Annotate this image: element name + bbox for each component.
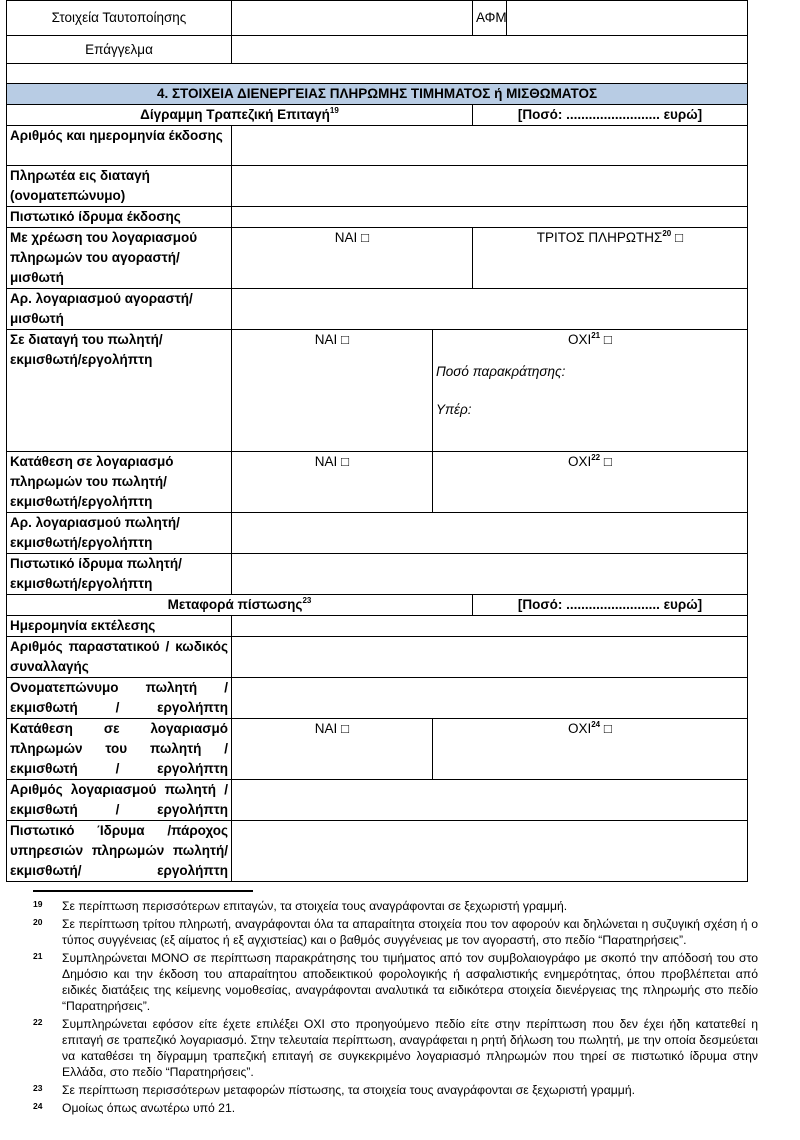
issuing-bank-field[interactable] xyxy=(232,207,748,228)
id-value-field[interactable] xyxy=(232,1,473,36)
transfer-account-label: Αριθμός λογαριασμού πωλητή / εκμισθωτή / εργολήπτη xyxy=(7,780,232,821)
doc-number-label: Αριθμός παραστατικού / κωδικός συναλλαγής xyxy=(7,637,232,678)
withholding-label: Ποσό παρακράτησης: xyxy=(436,364,566,379)
deposit-seller-yes-checkbox[interactable]: ΝΑΙ □ xyxy=(232,452,433,513)
transfer-deposit-no-checkbox[interactable]: ΟΧΙ$^{24}$ □ xyxy=(433,719,748,780)
footnote: 23 Σε περίπτωση περισσότερων μεταφορών πίστωσης, τα στοιχεία τους αναγράφονται σε ξεχωριστή γραμμή. xyxy=(33,1083,635,1097)
footnote: 19 Σε περίπτωση περισσότερων επιταγών, τα στοιχεία τους αναγράφονται σε ξεχωριστή γραμμή. xyxy=(33,899,568,913)
afm-value-field[interactable] xyxy=(507,1,748,36)
third-payer-checkbox[interactable]: ΤΡΙΤΟΣ ΠΛΗΡΩΤΗΣ$^{20}$ □ xyxy=(473,228,748,289)
deposit-seller-no-checkbox[interactable]: ΟΧΙ$^{22}$ □ xyxy=(433,452,748,513)
profession-value-field[interactable] xyxy=(232,36,748,64)
footnote: 22 Συμπληρώνεται εφόσον είτε έχετε επιλέξει ΟΧΙ στο προηγούμενο πεδίο είτε στην περίπτωση που δεν έχει ήδη κατατεθεί η επιταγή σε τραπεζικό λογαριασμό. Στην τελευταία περίπτωση, αναγράφεται η ρητή δήλωση του πωλητή, με την οποία δεσμεύεται να καταθέσει τη δίγραμμη τραπεζική επιταγή σε συγκεκριμένο λογαριασμό πληρωμών που τηρεί σε πιστωτικό ίδρυμα στην Ελλάδα, στο πεδίο “Παρατηρήσεις”. xyxy=(33,1017,758,1079)
footnote-separator xyxy=(33,890,253,892)
transfer-account-field[interactable] xyxy=(232,780,748,821)
payment-form-table xyxy=(6,0,748,882)
section-title: 4. ΣΤΟΙΧΕΙΑ ΔΙΕΝΕΡΓΕΙΑΣ ΠΛΗΡΩΜΗΣ ΤΙΜΗΜΑΤΟΣ ή ΜΙΣΘΩΜΑΤΟΣ xyxy=(7,84,748,105)
footnote: 24 Ομοίως όπως ανωτέρω υπό 21. xyxy=(33,1101,236,1115)
cheque-number-date-label: Αριθμός και ημερομηνία έκδοσης xyxy=(7,126,232,166)
order-of-seller-no-checkbox[interactable]: ΟΧΙ$^{21}$ □ xyxy=(567,331,613,347)
on-behalf-label: Υπέρ: xyxy=(436,402,472,417)
seller-name-label: Ονοματεπώνυμο πωλητή /εκμισθωτή / εργολήπτη xyxy=(7,678,232,719)
seller-account-field[interactable] xyxy=(232,513,748,554)
transfer-provider-label: Πιστωτικό Ίδρυμα /πάροχος υπηρεσιών πληρωμών πωλητή/εκμισθωτή/ εργολήπτη xyxy=(7,821,232,882)
order-of-seller-label: Σε διαταγή του πωλητή/ εκμισθωτή/εργολήπτη xyxy=(7,330,232,452)
order-of-seller-no-cell[interactable] xyxy=(433,330,748,452)
profession-label: Επάγγελμα xyxy=(7,36,232,64)
cheque-amount: [Ποσό: ......................... ευρώ] xyxy=(473,105,748,126)
cheque-number-date-field[interactable] xyxy=(232,126,748,166)
seller-bank-field[interactable] xyxy=(232,554,748,595)
transfer-deposit-label: Κατάθεση σε λογαριασμό πληρωμών του πωλητή / εκμισθωτή / εργολήπτη xyxy=(7,719,232,780)
buyer-account-label: Αρ. λογαριασμού αγοραστή/μισθωτή xyxy=(7,289,232,330)
footnote: 20 Σε περίπτωση τρίτου πληρωτή, αναγράφονται όλα τα απαραίτητα στοιχεία που τον αφορούν και δηλώνεται η συζυγική σχέση ή ο τύπος συγγένειας (εξ αίματος ή εξ αγχιστείας) και ο βαθμός συγγένειας με τον αγοραστή, στο πεδίο “Παρατηρήσεις”. xyxy=(33,917,758,947)
debit-account-yes-checkbox[interactable]: ΝΑΙ □ xyxy=(232,228,473,289)
seller-account-label: Αρ. λογαριασμού πωλητή/ εκμισθωτή/εργολήπτη xyxy=(7,513,232,554)
footnotes xyxy=(33,898,758,1118)
id-label: Στοιχεία Ταυτοποίησης xyxy=(7,1,232,36)
transfer-heading: Μεταφορά πίστωσης$^{23}$ xyxy=(7,595,473,616)
payable-to-field[interactable] xyxy=(232,166,748,207)
doc-number-field[interactable] xyxy=(232,637,748,678)
seller-bank-label: Πιστωτικό ίδρυμα πωλητή/ εκμισθωτή/εργολήπτη xyxy=(7,554,232,595)
transfer-provider-field[interactable] xyxy=(232,821,748,882)
execution-date-field[interactable] xyxy=(232,616,748,637)
transfer-deposit-yes-checkbox[interactable]: ΝΑΙ □ xyxy=(232,719,433,780)
footnote: 21 Συμπληρώνεται ΜΟΝΟ σε περίπτωση παρακράτησης του τιμήματος από τον συμβολαιογράφο με σκοπό την απόδοσή του στο Δημόσιο και την έκδοση του απαραίτητου αποδεικτικού φορολογικής ή ασφαλιστικής ενημερότητας, όπου προβλέπεται από ειδικές διατάξεις της κείμενης νομοθεσίας, αναγράφονται αναλυτικά τα ειδικότερα στοιχεία διενέργειας της πληρωμής στο πεδίο “Παρατηρήσεις”. xyxy=(33,951,758,1013)
seller-name-field[interactable] xyxy=(232,678,748,719)
order-of-seller-yes-checkbox[interactable]: ΝΑΙ □ xyxy=(232,330,433,452)
execution-date-label: Ημερομηνία εκτέλεσης xyxy=(7,616,232,637)
cheque-heading: Δίγραμμη Τραπεζική Επιταγή$^{19}$ xyxy=(7,105,473,126)
transfer-amount: [Ποσό: ......................... ευρώ] xyxy=(473,595,748,616)
deposit-seller-label: Κατάθεση σε λογαριασμό πληρωμών του πωλητή/ εκμισθωτή/εργολήπτη xyxy=(7,452,232,513)
issuing-bank-label: Πιστωτικό ίδρυμα έκδοσης xyxy=(7,207,232,228)
spacer-row xyxy=(7,64,748,84)
afm-label: ΑΦΜ xyxy=(473,1,507,36)
debit-account-label: Με χρέωση του λογαριασμού πληρωμών του αγοραστή/μισθωτή xyxy=(7,228,232,289)
buyer-account-field[interactable] xyxy=(232,289,748,330)
payable-to-label: Πληρωτέα εις διαταγή (ονοματεπώνυμο) xyxy=(7,166,232,207)
